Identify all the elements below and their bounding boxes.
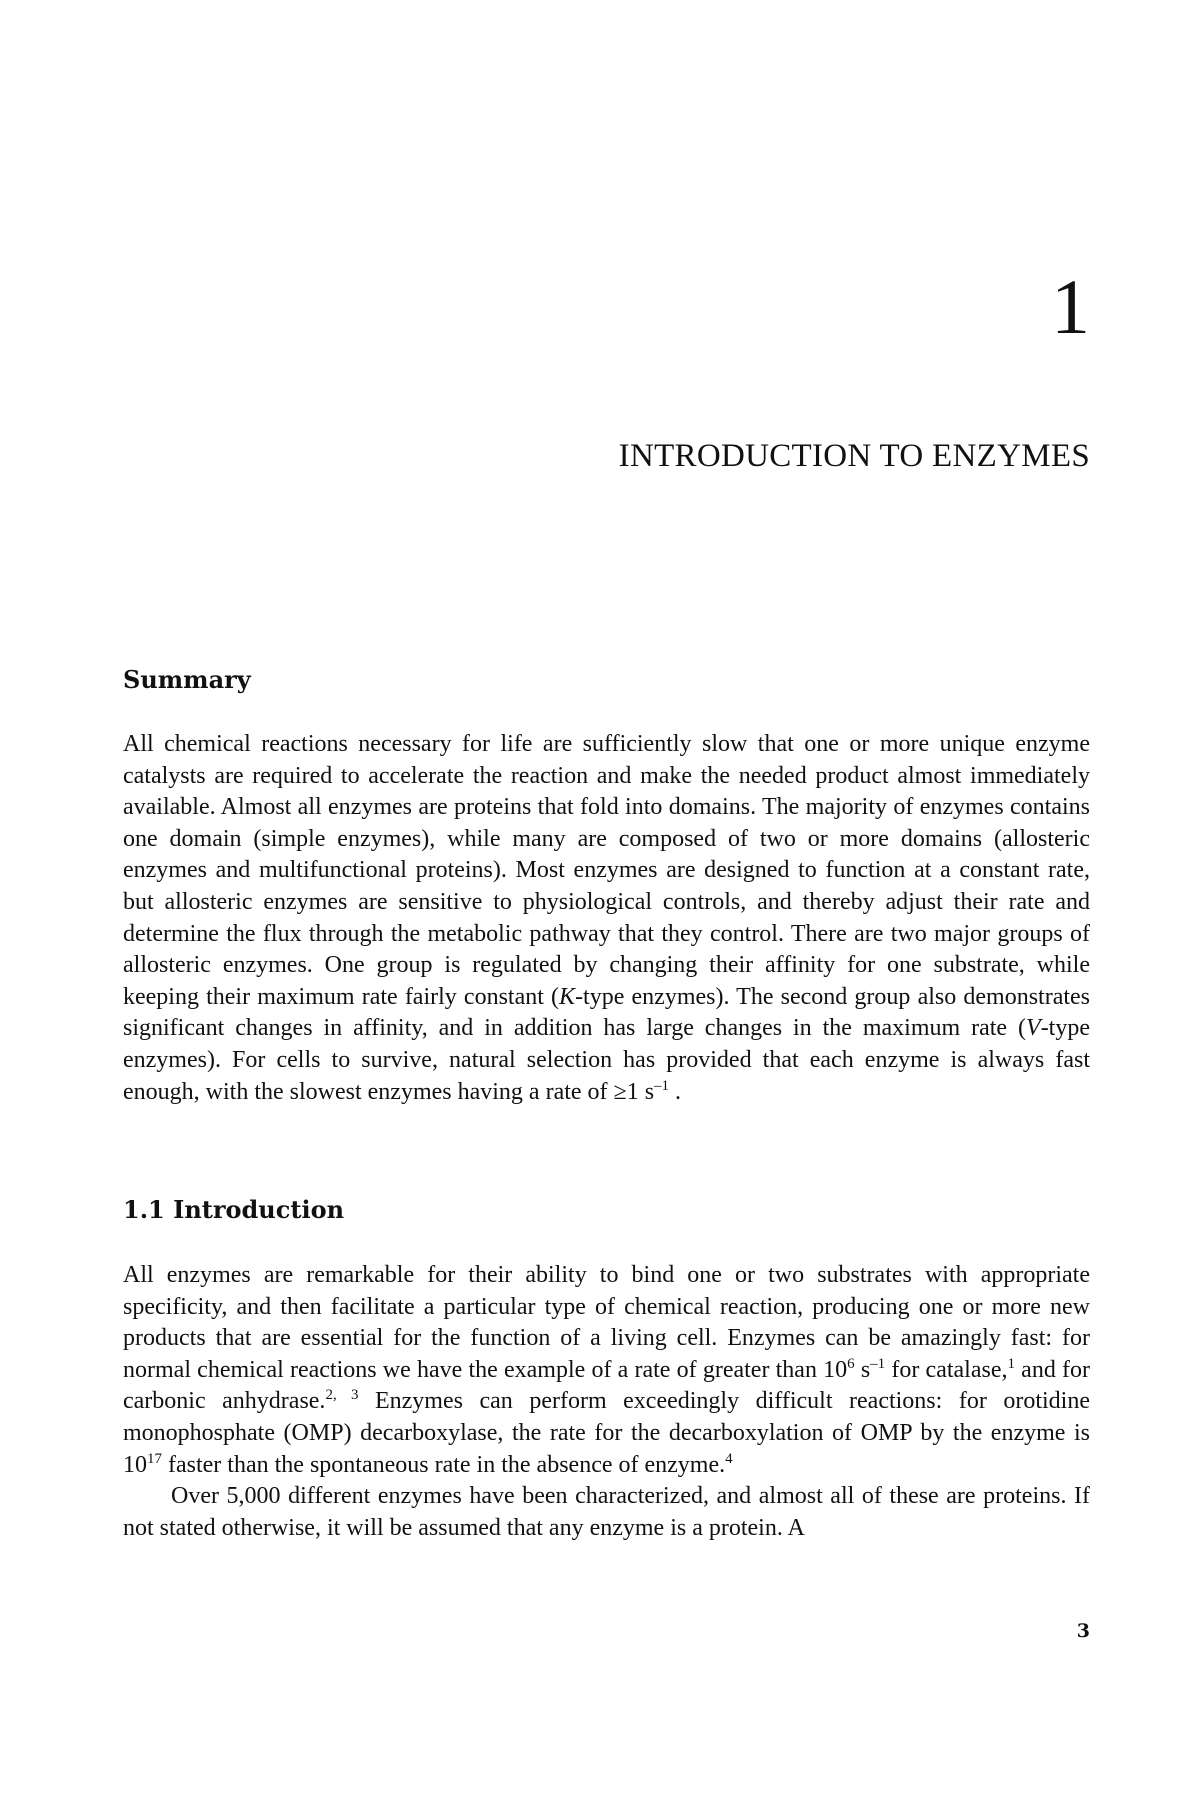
- intro-p1-part-f: faster than the spontaneous rate in the absence of enzyme.: [162, 1451, 726, 1478]
- intro-exponent-17: 17: [147, 1450, 162, 1467]
- intro-p1-part-e: Enzymes can perform exceedingly difficult reactions: for orotidine monophosphate (OMP) decarboxylase, the rate for the decarboxylation of OMP by the enzyme is 10: [123, 1388, 1091, 1478]
- reference-2-3: 2, 3: [325, 1387, 359, 1404]
- reference-1: 1: [1007, 1355, 1015, 1372]
- rate-exponent: –1: [654, 1077, 670, 1094]
- summary-paragraph: [123, 729, 1090, 1108]
- summary-heading: Summary: [123, 665, 251, 694]
- intro-p1-part-b: s: [854, 1356, 871, 1383]
- k-type-letter: K: [559, 983, 576, 1010]
- reference-4: 4: [725, 1450, 733, 1467]
- summary-text-2: -type enzymes). The second group also demonstrates significant changes in affinity, and in addition has large changes in the maximum rate (: [123, 983, 1091, 1042]
- intro-p1-part-c: for catalase,: [885, 1356, 1008, 1383]
- intro-exponent-6: 6: [847, 1355, 855, 1372]
- chapter-number: 1: [1051, 263, 1090, 350]
- chapter-title: INTRODUCTION TO ENZYMES: [618, 438, 1090, 474]
- page-number: 3: [1076, 1620, 1090, 1642]
- intro-p1-part-d: and for carbonic anhydrase.: [123, 1356, 1091, 1415]
- intro-p1-part-a: All enzymes are remarkable for their ability to bind one or two substrates with appropriate specificity, and then facilitate a particular type of chemical reaction, producing one or more new products that are essential for the function of a living cell. Enzymes can be amazingly fast: for normal chemical reactions we have the example of a rate of greater than 10: [123, 1262, 1090, 1383]
- introduction-paragraph-2: Over 5,000 different enzymes have been characterized, and almost all of these are proteins. If not stated otherwise, it will be assumed that any enzyme is a protein. A: [123, 1483, 1090, 1541]
- introduction-heading: 1.1 Introduction: [123, 1195, 345, 1224]
- summary-text-3: -type enzymes). For cells to survive, natural selection has provided that each enzyme is always fast enough, with the slowest enzymes having a rate of ≥1 s: [123, 1015, 1090, 1105]
- summary-text-4: .: [669, 1078, 682, 1105]
- introduction-text: [123, 1260, 1090, 1544]
- summary-text-1: All chemical reactions necessary for life are sufficiently slow that one or more unique enzyme catalysts are required to accelerate the reaction and make the needed product almost immediately available. Almost all enzymes are proteins that fold into domains. The majority of enzymes contains one domain (simple enzymes), while many are composed of two or more domains (allosteric enzymes and multifunctional proteins). Most enzymes are designed to function at a constant rate, but allosteric enzymes are sensitive to physiological controls, and thereby adjust their rate and determine the flux through the metabolic pathway that they control. There are two major groups of allosteric enzymes. One group is regulated by changing their affinity for one substrate, while keeping their maximum rate fairly constant (: [123, 731, 1090, 1010]
- intro-exponent-minus-1: –1: [870, 1355, 886, 1372]
- introduction-paragraph-1: [123, 1260, 1090, 1481]
- v-type-letter: V: [1026, 1015, 1041, 1042]
